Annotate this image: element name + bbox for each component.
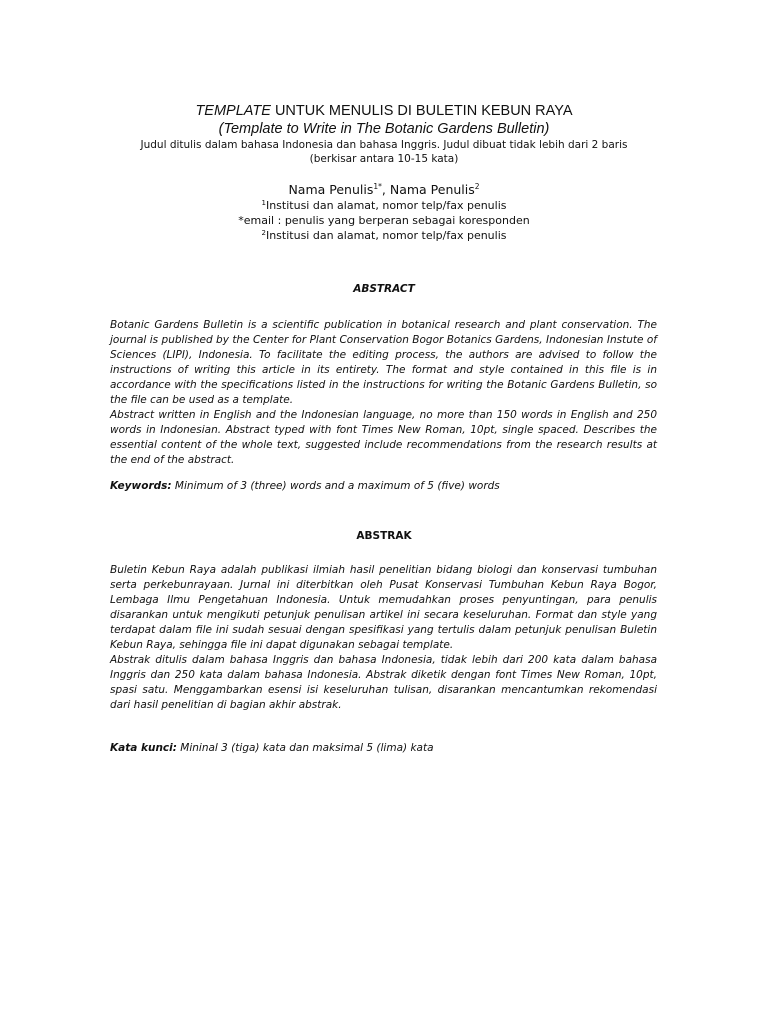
abstract-paragraph: Abstract written in English and the Indonesian language, no more than 150 words in English and 250 words in Indonesian. Abstract typed with font Times New Roman, 10pt, single spaced. Describes the essential content of the whole text, suggested include recommendations from the research results at the end of the abstract. [110, 409, 657, 466]
abstrak-paragraph: Abstrak ditulis dalam bahasa Inggris dan bahasa Indonesia, tidak lebih dari 200 kata dalam bahasa Inggris dan 250 kata dalam bahasa Indonesia. Abstrak diketik dengan font Times New Roman, 10pt, spasi satu. Menggambarkan esensi isi keseluruhan tulisan, disarankan mencantumkan rekomendasi dari hasil penelitian di bagian akhir abstrak. [110, 654, 657, 711]
page-title [0, 102, 768, 120]
keywords-line [110, 479, 657, 494]
author-separator: , [381, 182, 390, 197]
title-note: Judul ditulis dalam bahasa Indonesia dan bahasa Inggris. Judul dibuat tidak lebih dari 2 baris (berkisar antara 10-15 kata) [140, 139, 628, 165]
title-prefix: TEMPLATE [195, 103, 271, 119]
author-2: Nama Penulis [389, 182, 475, 197]
affiliation-1 [0, 199, 768, 213]
affiliation-email-text: *email : penulis yang berperan sebagai koresponden [238, 214, 530, 227]
keywords-label: Keywords: [110, 480, 172, 492]
affiliation-email [0, 214, 768, 228]
author-line [0, 182, 768, 198]
abstract-body [110, 318, 657, 468]
kata-kunci-line [110, 741, 657, 756]
keywords-value: Minimum of 3 (three) words and a maximum of 5 (five) words [171, 480, 500, 492]
affiliation-2-sup: 2 [261, 229, 266, 237]
abstract-heading: ABSTRACT [353, 283, 415, 295]
affiliation-2-text: Institusi dan alamat, nomor telp/fax penulis [265, 229, 507, 242]
affiliation-1-sup: 1 [261, 199, 266, 207]
author-1: Nama Penulis [288, 182, 374, 197]
page-subtitle: (Template to Write in The Botanic Gardens Bulletin) [218, 121, 550, 137]
abstrak-body [110, 563, 657, 713]
abstract-paragraph: Botanic Gardens Bulletin is a scientific publication in botanical research and plant conservation. The journal is published by the Center for Plant Conservation Bogor Botanics Gardens, Indonesian Instute of Sciences (LIPI), Indonesia. To facilitate the editing process, the authors are advised to follow the instructions of writing this article in its entirety. The format and style contained in this file is in accordance with the specifications listed in the instructions for writing the Botanic Gardens Bulletin, so the file can be used as a template. [110, 319, 657, 406]
abstrak-paragraph: Buletin Kebun Raya adalah publikasi ilmiah hasil penelitian bidang biologi dan konservasi tumbuhan serta perkebunrayaan. Jurnal ini diterbitkan oleh Pusat Konservasi Tumbuhan Kebun Raya Bogor, Lembaga Ilmu Pengetahuan Indonesia. Untuk memudahkan proses penyuntingan, para penulis disarankan untuk mengikuti petunjuk penulisan artikel ini secara keseluruhan. Format dan style yang terdapat dalam file ini sudah sesuai dengan spesifikasi yang tertulis dalam petunjuk penulisan Buletin Kebun Raya, sehingga file ini dapat digunakan sebagai template. [110, 564, 657, 651]
author-2-sup: 2 [474, 182, 480, 191]
abstrak-heading: ABSTRAK [356, 530, 412, 542]
author-1-sup: 1* [373, 182, 382, 191]
affiliation-1-text: Institusi dan alamat, nomor telp/fax penulis [265, 199, 507, 212]
title-rest: UNTUK MENULIS DI BULETIN KEBUN RAYA [270, 103, 573, 119]
kata-kunci-label: Kata kunci: [110, 742, 177, 754]
kata-kunci-value: Mininal 3 (tiga) kata dan maksimal 5 (lima) kata [176, 742, 434, 754]
affiliation-2 [0, 229, 768, 243]
